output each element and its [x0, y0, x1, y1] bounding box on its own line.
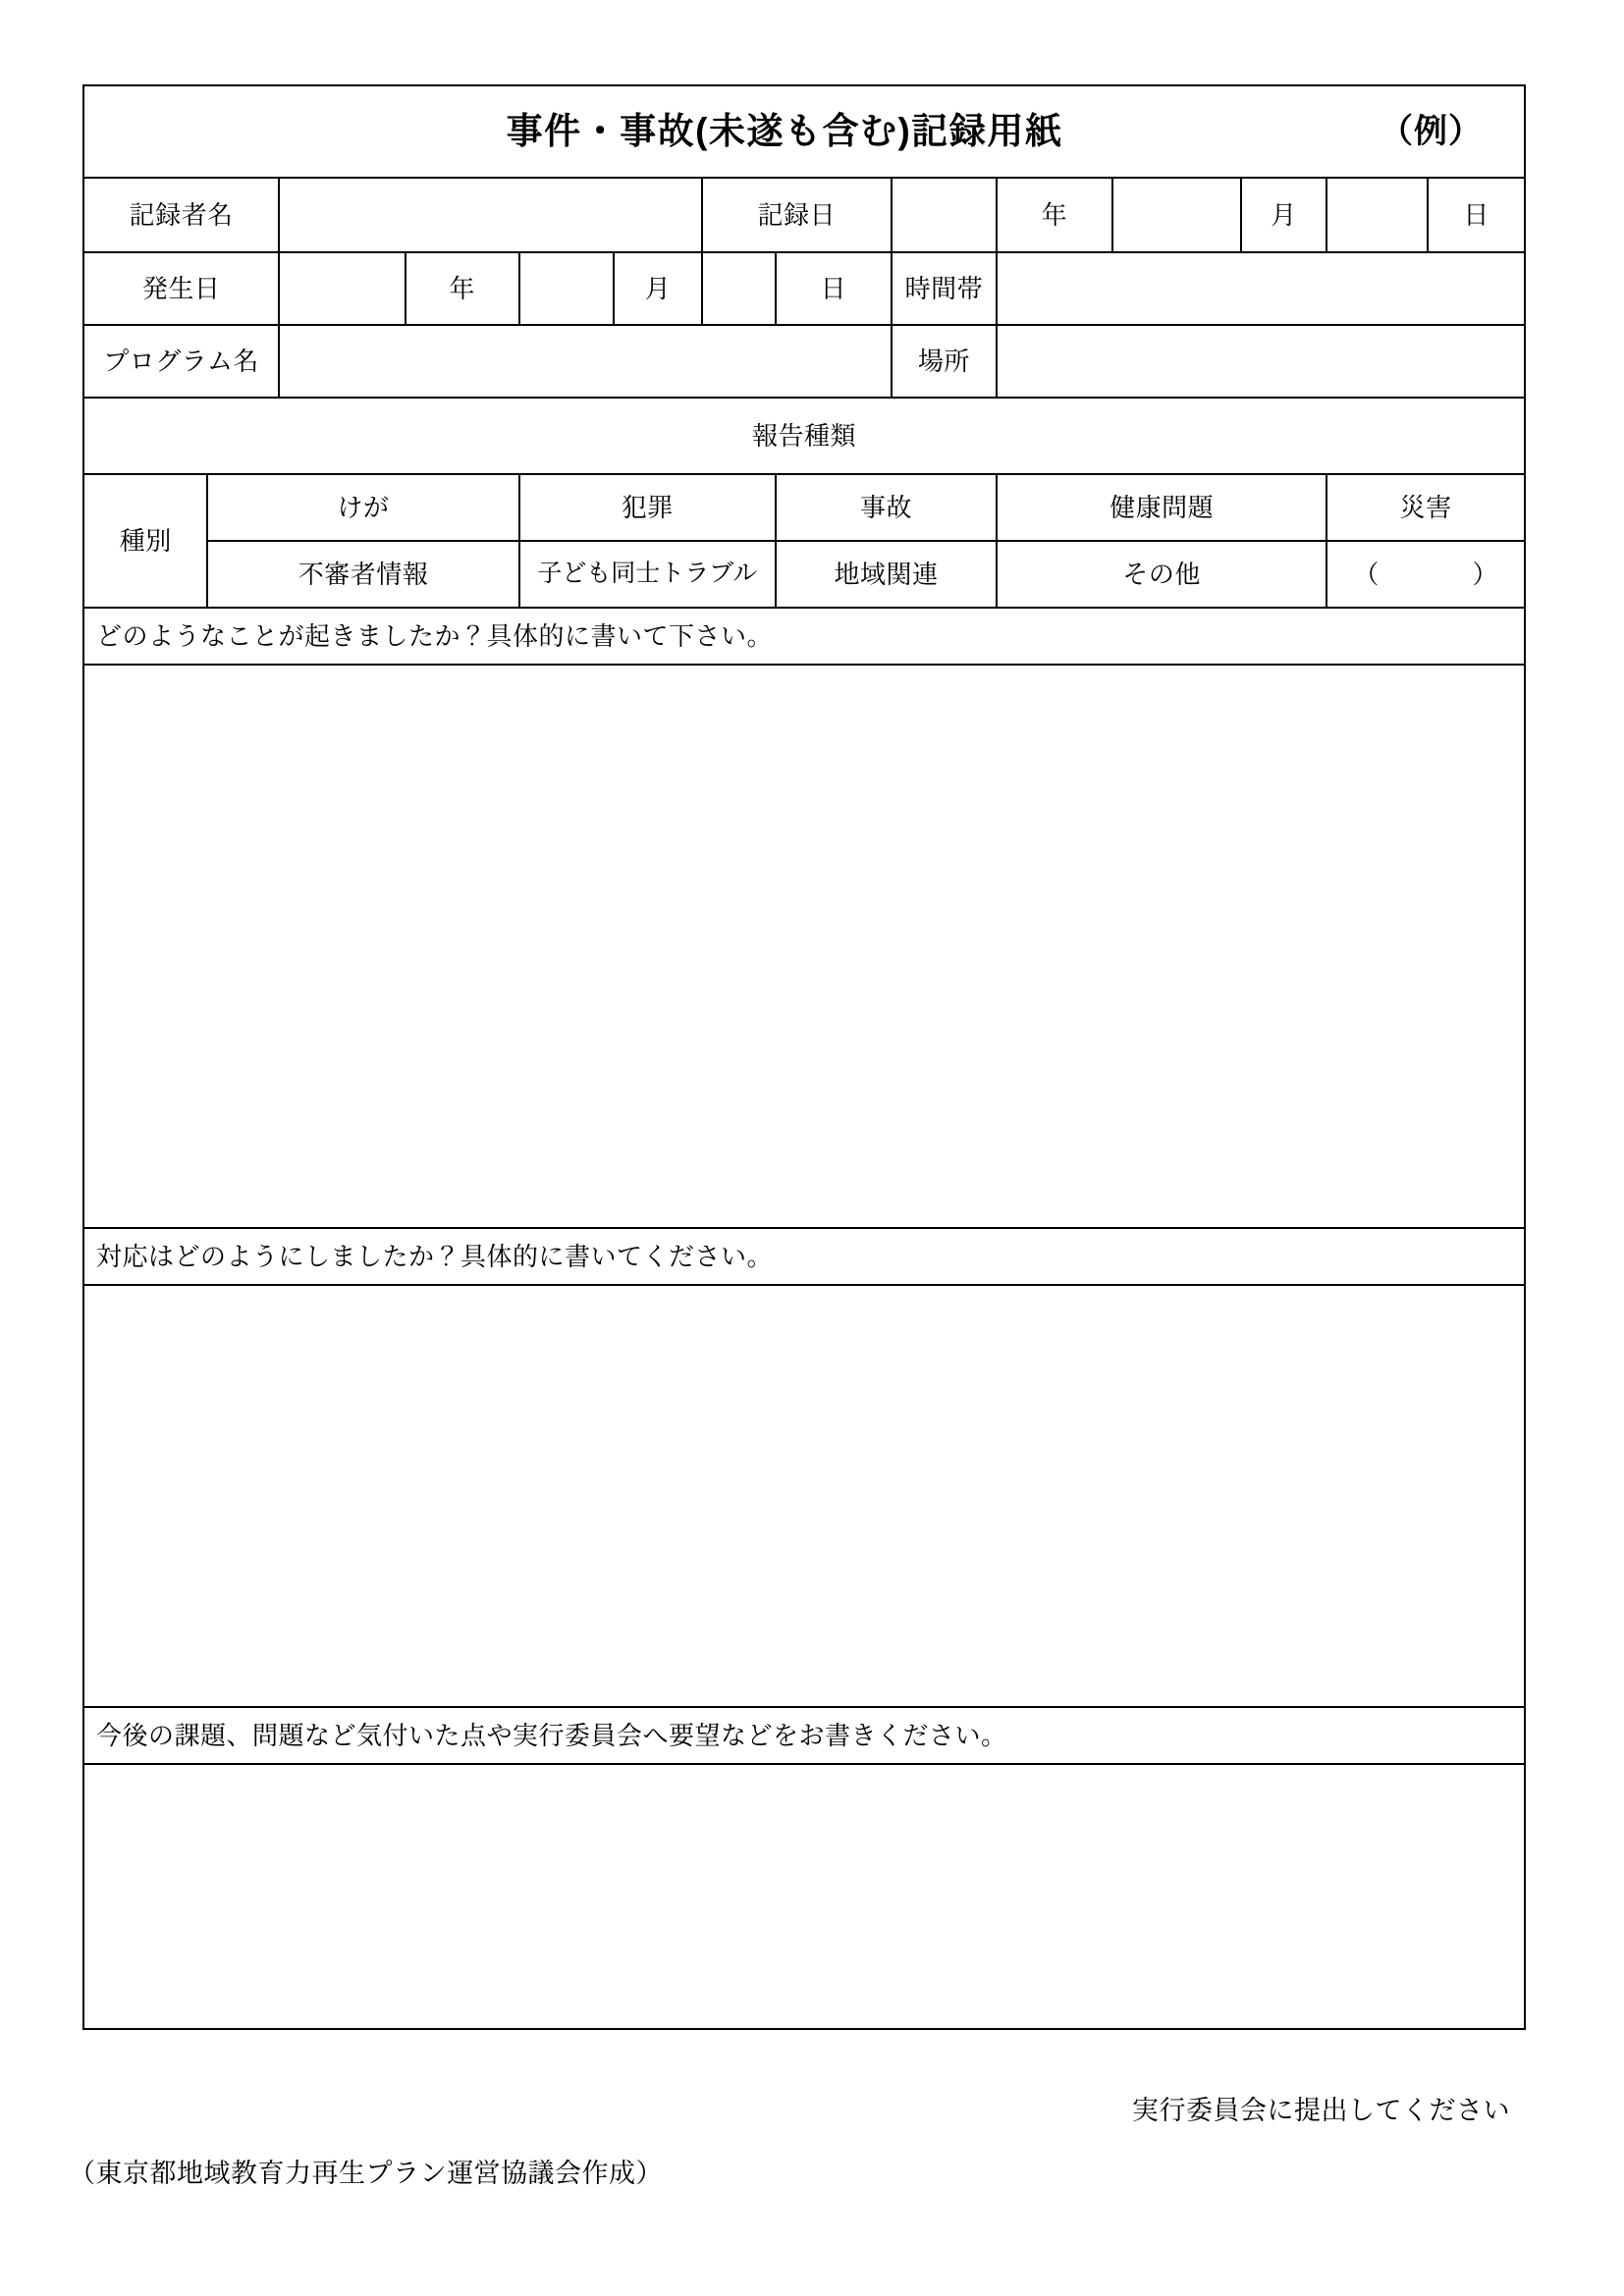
- occur-date-month-unit: 月: [614, 252, 702, 325]
- section-3-answer-row: [83, 1764, 1525, 2029]
- category-disaster[interactable]: 災害: [1326, 474, 1525, 541]
- section-2-answer-field[interactable]: [83, 1285, 1525, 1707]
- category-row-1: [83, 474, 1525, 541]
- record-date-month-field[interactable]: [1112, 178, 1241, 252]
- page-footer: [69, 2089, 1526, 2236]
- recorder-name-label: 記録者名: [83, 178, 279, 252]
- record-date-year-field[interactable]: [892, 178, 997, 252]
- category-suspicious-person-info[interactable]: 不審者情報: [207, 541, 518, 608]
- title-cell: [83, 85, 1525, 178]
- recorder-name-field[interactable]: [279, 178, 702, 252]
- submit-instruction: 実行委員会に提出してください: [1132, 2096, 1510, 2125]
- program-name-field[interactable]: [279, 325, 892, 398]
- page-title: 事件・事故(未遂も含む)記録用紙: [506, 110, 1063, 151]
- occur-date-day-field[interactable]: [702, 252, 776, 325]
- paren-left: （: [1353, 559, 1380, 589]
- form-table: [82, 84, 1526, 2030]
- section-2-prompt-row: [83, 1228, 1525, 1285]
- occur-date-month-field[interactable]: [519, 252, 614, 325]
- report-kind-header-row: [83, 398, 1525, 474]
- category-row-2: [83, 541, 1525, 608]
- paren-right: ）: [1472, 559, 1498, 589]
- record-date-year-unit: 年: [997, 178, 1112, 252]
- occur-date-day-unit: 日: [776, 252, 892, 325]
- occur-date-year-unit: 年: [406, 252, 519, 325]
- category-crime[interactable]: 犯罪: [519, 474, 776, 541]
- type-label: 種別: [83, 474, 207, 608]
- program-name-label: プログラム名: [83, 325, 279, 398]
- place-field[interactable]: [997, 325, 1525, 398]
- time-band-label: 時間帯: [892, 252, 997, 325]
- example-badge: （例）: [1380, 112, 1483, 150]
- section-3-prompt: 今後の課題、問題など気付いた点や実行委員会へ要望などをお書きください。: [83, 1707, 1525, 1764]
- category-child-conflict[interactable]: 子ども同士トラブル: [519, 541, 776, 608]
- incident-report-form: [82, 84, 1526, 2030]
- category-other-input[interactable]: [1326, 541, 1525, 608]
- place-label: 場所: [892, 325, 997, 398]
- category-other[interactable]: その他: [997, 541, 1326, 608]
- program-place-row: [83, 325, 1525, 398]
- record-date-day-field[interactable]: [1326, 178, 1428, 252]
- section-1-answer-field[interactable]: [83, 665, 1525, 1228]
- report-kind-section-label: 報告種類: [83, 398, 1525, 474]
- section-3-answer-field[interactable]: [83, 1764, 1525, 2029]
- time-band-field[interactable]: [997, 252, 1525, 325]
- credit-note: （東京都地域教育力再生プラン運営協議会作成）: [69, 2159, 663, 2188]
- category-keqa[interactable]: けが: [207, 474, 518, 541]
- section-3-prompt-row: [83, 1707, 1525, 1764]
- category-health-problem[interactable]: 健康問題: [997, 474, 1326, 541]
- occur-date-year-field[interactable]: [279, 252, 406, 325]
- category-accident[interactable]: 事故: [776, 474, 997, 541]
- section-1-prompt: どのようなことが起きましたか？具体的に書いて下さい。: [83, 608, 1525, 665]
- section-1-answer-row: [83, 665, 1525, 1228]
- category-community-related[interactable]: 地域関連: [776, 541, 997, 608]
- record-date-month-unit: 月: [1241, 178, 1327, 252]
- section-1-prompt-row: [83, 608, 1525, 665]
- occurrence-row: [83, 252, 1525, 325]
- recorder-row: [83, 178, 1525, 252]
- section-2-answer-row: [83, 1285, 1525, 1707]
- title-row: [83, 85, 1525, 178]
- record-date-day-unit: 日: [1428, 178, 1525, 252]
- record-date-label: 記録日: [702, 178, 892, 252]
- section-2-prompt: 対応はどのようにしましたか？具体的に書いてください。: [83, 1228, 1525, 1285]
- occur-date-label: 発生日: [83, 252, 279, 325]
